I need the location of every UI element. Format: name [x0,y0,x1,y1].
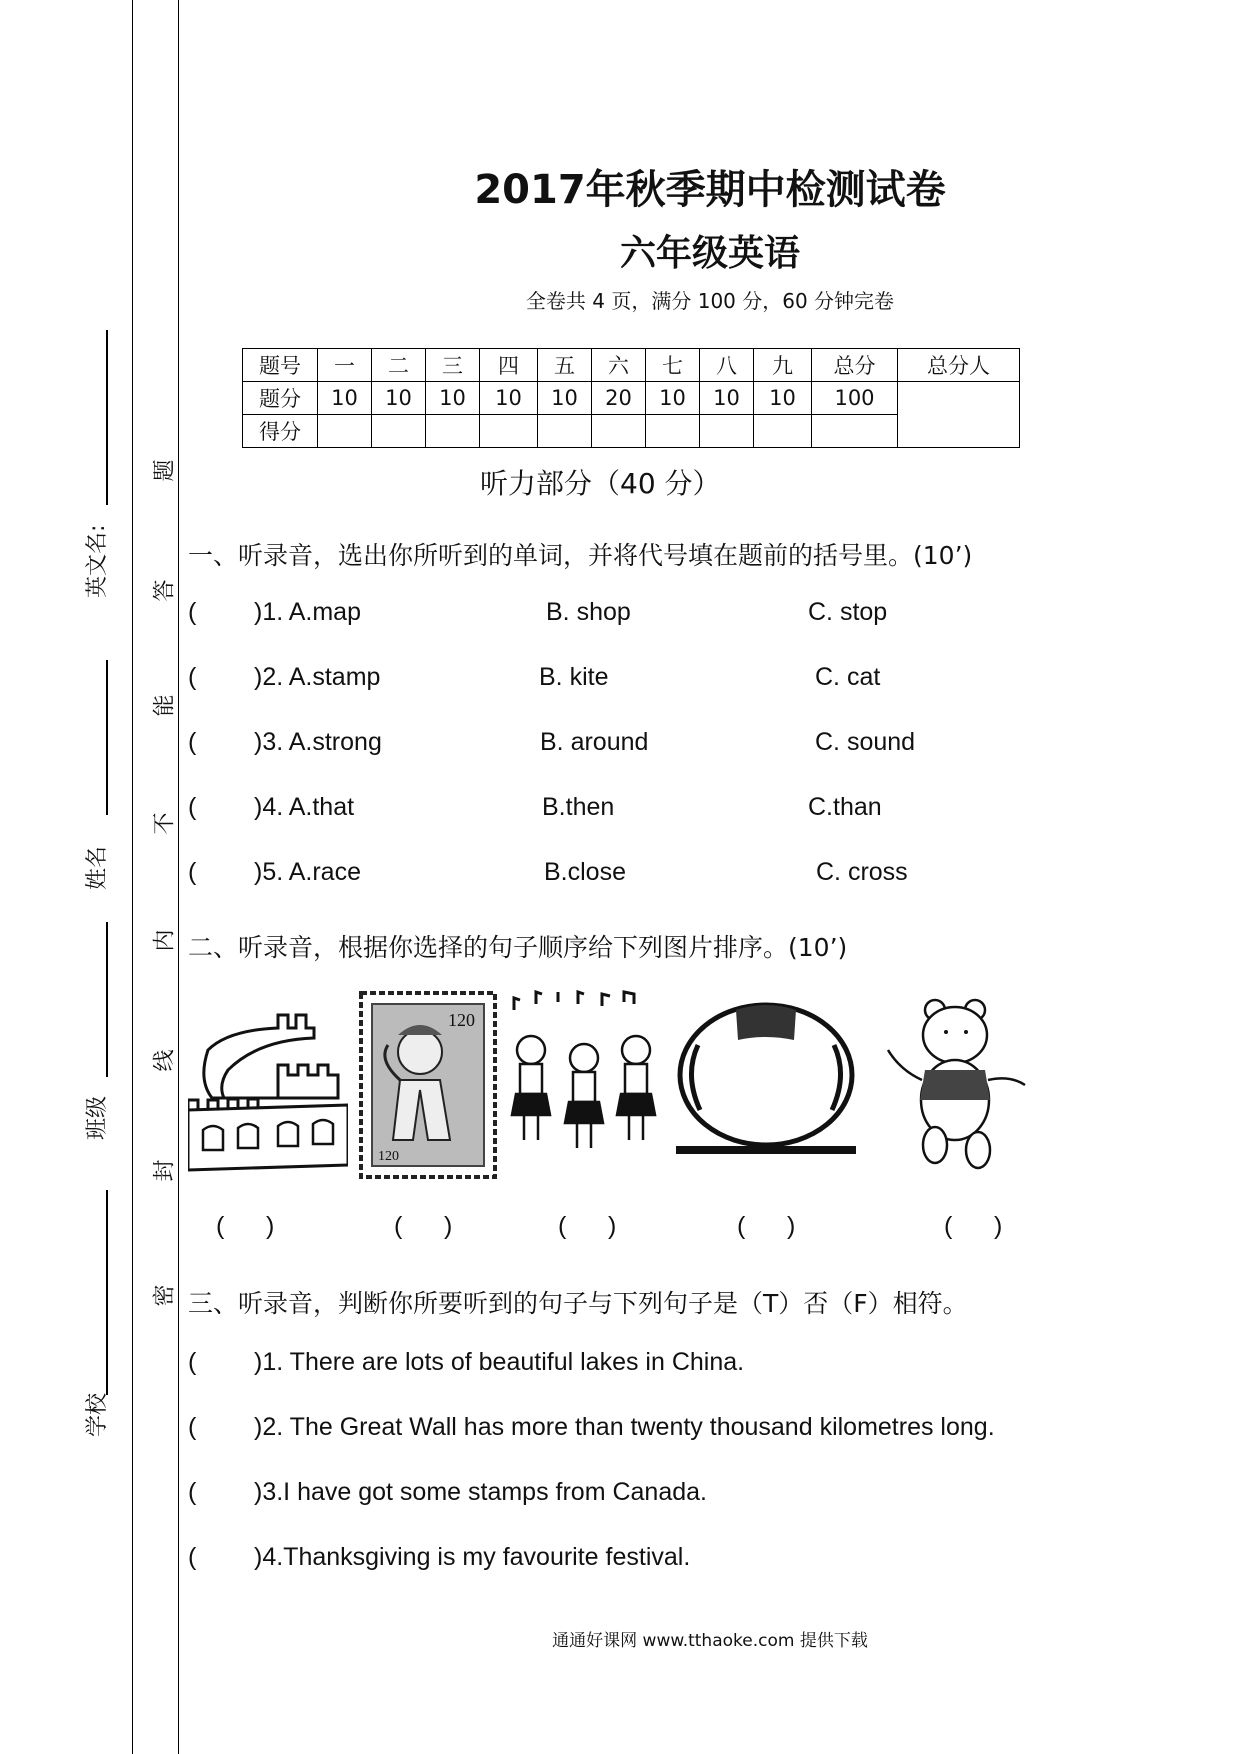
option-c: C. cat [815,663,881,691]
option-b: B. around [540,728,649,756]
option-b: B.close [544,858,626,886]
answer-paren[interactable]: ( [188,1413,197,1441]
row-header: 得分 [243,415,318,448]
table-row [243,349,1020,382]
seal-char: 不 [152,812,178,835]
grader-cell[interactable] [898,382,1020,448]
row-header: 题分 [243,382,318,415]
seal-char: 答 [152,579,178,602]
row-header: 题号 [243,349,318,382]
exam-title: 2017年秋季期中检测试卷 [474,167,946,213]
option-b: B. kite [539,663,609,691]
option-b: B.then [542,793,615,821]
school-line [106,1190,108,1395]
score-cell[interactable] [812,415,898,448]
score-cell[interactable] [700,415,754,448]
winnie-the-pooh-icon [880,990,1030,1180]
name-line [106,660,108,815]
points-cell: 10 [754,382,812,415]
statement-text: )3.I have got some stamps from Canada. [254,1478,707,1506]
class-line [106,922,108,1077]
score-cell[interactable] [426,415,480,448]
points-cell: 10 [646,382,700,415]
score-cell[interactable] [318,415,372,448]
points-cell: 20 [592,382,646,415]
option-c: C. cross [816,858,908,886]
table-row [243,382,1020,415]
points-cell: 10 [480,382,538,415]
statement-text: )2. The Great Wall has more than twenty thousand kilometres long. [254,1413,995,1441]
seal-char: 内 [152,929,178,952]
picture-answer-blank[interactable]: ( ) [558,1212,617,1240]
stamp-value: 120 [378,1149,399,1164]
column-header: 六 [592,349,646,382]
english-name-label: 英文名: [85,524,110,598]
exam-subtitle: 六年级英语 [619,233,800,274]
score-cell[interactable] [592,415,646,448]
section-heading: 听力部分（40 分） [480,467,721,500]
option-a: )4. A.that [254,793,355,821]
picture-row [188,990,1088,1180]
points-cell: 10 [538,382,592,415]
option-a: )2. A.stamp [254,663,381,691]
column-header: 三 [426,349,480,382]
seal-char: 封 [152,1159,178,1182]
answer-paren[interactable]: ( [188,858,197,886]
part3-title: 三、听录音，判断你所要听到的句子与下列句子是（T）否（F）相符。 [188,1289,968,1318]
school-label: 学校 [85,1392,110,1437]
picture-answer-blank[interactable]: ( ) [394,1212,453,1240]
stamp-icon [358,990,498,1180]
option-a: )5. A.race [254,858,361,886]
singing-girls-icon [506,990,666,1180]
exam-note: 全卷共 4 页，满分 100 分，60 分钟完卷 [525,289,895,313]
picture-answer-blank[interactable]: ( ) [737,1212,796,1240]
option-a: )3. A.strong [254,728,382,756]
answer-paren[interactable]: ( [188,663,197,691]
score-cell[interactable] [480,415,538,448]
points-cell: 10 [700,382,754,415]
class-label: 班级 [85,1095,110,1140]
picture-answer-blank[interactable]: ( ) [216,1212,275,1240]
seal-char: 线 [152,1049,178,1072]
column-header: 总分 [812,349,898,382]
column-header: 八 [700,349,754,382]
score-cell[interactable] [754,415,812,448]
points-cell: 10 [318,382,372,415]
column-header: 九 [754,349,812,382]
points-cell: 10 [372,382,426,415]
column-header: 四 [480,349,538,382]
column-header: 二 [372,349,426,382]
stamp-value: 120 [448,1010,475,1030]
seal-char: 题 [152,459,178,482]
football-icon [676,990,856,1180]
part1-title: 一、听录音，选出你所听到的单词，并将代号填在题前的括号里。(10’) [188,541,973,570]
option-c: C. stop [808,598,888,626]
option-c: C.than [808,793,882,821]
score-cell[interactable] [372,415,426,448]
seal-char: 能 [152,694,178,717]
score-table [242,348,1020,448]
points-cell: 10 [426,382,480,415]
column-header: 一 [318,349,372,382]
column-header: 总分人 [898,349,1020,382]
statement-text: )1. There are lots of beautiful lakes in China. [254,1348,745,1376]
part2-title: 二、听录音，根据你选择的句子顺序给下列图片排序。(10’) [188,933,848,962]
column-header: 五 [538,349,592,382]
points-cell: 100 [812,382,898,415]
column-header: 七 [646,349,700,382]
answer-paren[interactable]: ( [188,598,197,626]
picture-answer-blank[interactable]: ( ) [944,1212,1003,1240]
great-wall-icon [188,990,348,1180]
option-a: )1. A.map [254,598,361,626]
english-name-line [106,330,108,505]
option-b: B. shop [546,598,631,626]
answer-paren[interactable]: ( [188,1478,197,1506]
option-c: C. sound [815,728,916,756]
score-cell[interactable] [538,415,592,448]
answer-paren[interactable]: ( [188,793,197,821]
answer-paren[interactable]: ( [188,1543,197,1571]
statement-text: )4.Thanksgiving is my favourite festival. [254,1543,691,1571]
footer-text: 通通好课网 www.tthaoke.com 提供下载 [552,1631,868,1651]
binding-margin [132,0,179,1754]
name-label: 姓名 [85,845,110,890]
answer-paren[interactable]: ( [188,1348,197,1376]
score-cell[interactable] [646,415,700,448]
answer-paren[interactable]: ( [188,728,197,756]
seal-char: 密 [152,1284,178,1307]
